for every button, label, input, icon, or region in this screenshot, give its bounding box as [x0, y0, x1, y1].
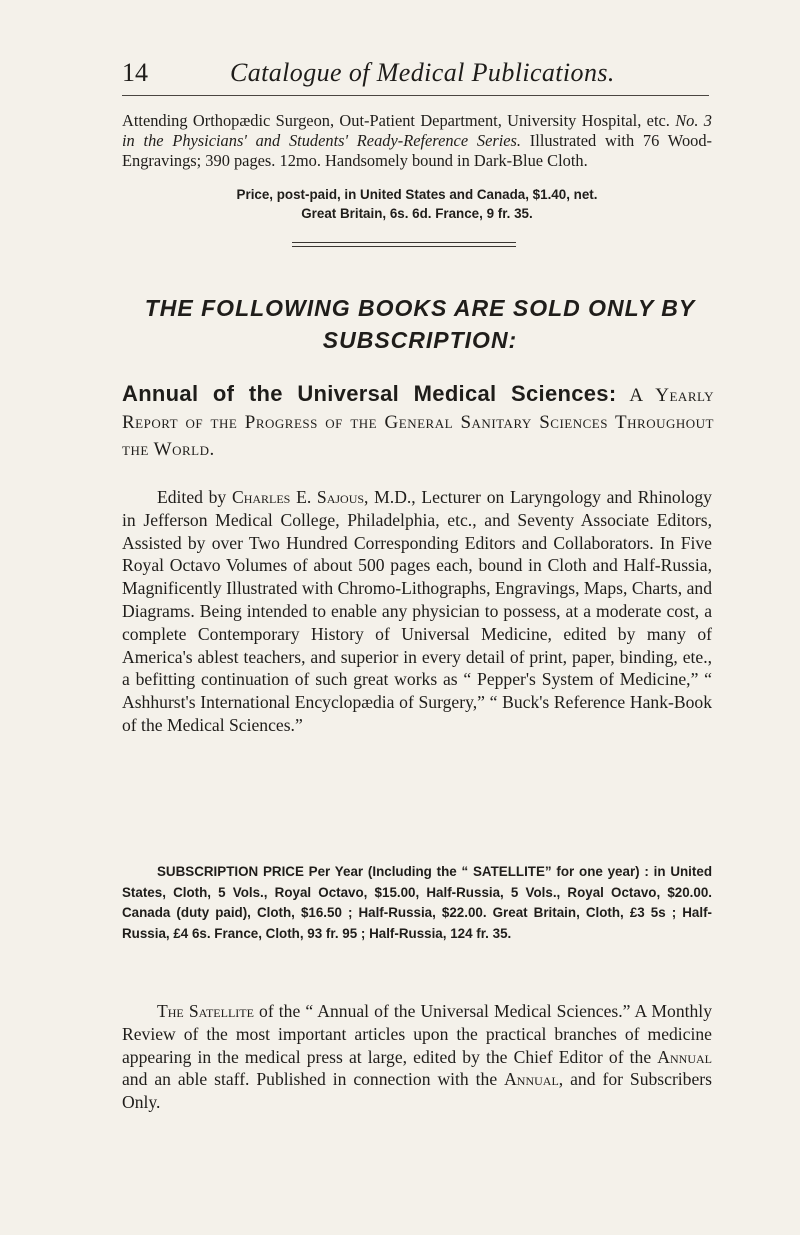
editor-name: Charles E. Sajous — [231, 487, 365, 507]
annual-entry-title — [122, 380, 714, 463]
annual-ref-1: Annual — [657, 1046, 712, 1067]
annual-title: Annual of the Universal Medical Sciences: — [122, 381, 617, 406]
continued-entry — [122, 111, 712, 171]
price-note-line-2: Great Britain, 6s. 6d. France, 9 fr. 35. — [301, 206, 533, 221]
series-title: No. 3 in the Physicians' and Students' Ready-Reference Series. — [122, 111, 712, 150]
satellite-name: The Satellite — [157, 1001, 254, 1021]
header-rule — [122, 95, 709, 96]
price-note-line-1: Price, post-paid, in United States and Canada, $1.40, net. — [236, 187, 598, 202]
satellite-text-1: of the “ Annual of the Universal Medical Sciences.” A Monthly Review of the most important articles upon the practical branches of medicine appearing in the medical press at large, edited by the Chief Editor of the — [122, 1001, 712, 1067]
satellite-text-3: , and for Subscribers Only. — [122, 1069, 712, 1113]
subscription-heading-line-2: SUBSCRIPTION: — [322, 327, 518, 353]
continued-text-2: Illustrated with 76 Wood-Engravings; 390 pages. 12mo. Handsomely bound in Dark-Blue Cloth. — [122, 131, 713, 170]
annual-ref-2: Annual — [504, 1069, 559, 1090]
annual-description-text: , M.D., Lecturer on Laryngology and Rhinology in Jefferson Medical College, Philadelphia, etc., and Seventy Associate Editors, Assisted by over Two Hundred Corresponding Editors and Collaborators. In Five Royal Octavo Volumes of about 500 pages each, bound in Cloth and Half-Russia, Magnificently Illustrated with Chromo-Lithographs, Engravings, Maps, Charts, and Diagrams. Being intended to enable any physician to possess, at a moderate cost, a complete Contemporary History of Universal Medicine, edited by many of America's ablest teachers, and superior in every detail of print, paper, binding, ete., a befitting continuation of such great works as “ Pepper's System of Medicine,” “ Ashhurst's International Encyclopædia of Surgery,” “ Buck's Reference Hank-Book of the Medical Sciences.” — [122, 487, 712, 735]
edited-by-label: Edited by — [157, 487, 227, 507]
subscription-heading-line-1: THE FOLLOWING BOOKS ARE SOLD ONLY BY — [144, 295, 696, 321]
continued-text-1: Attending Orthopædic Surgeon, Out-Patient Department, University Hospital, etc. — [122, 111, 676, 130]
annual-subtitle: A Yearly Report of the Progress of the General Sanitary Sciences Throughout the World. — [122, 385, 715, 460]
subscription-price: SUBSCRIPTION PRICE Per Year (Including the “ SATELLITE” for one year) : in United States, Cloth, 5 Vols., Royal Octavo, $15.00, Half-Russia, 5 Vols., Royal Octavo, $20.00. Canada (duty paid), Cloth, $16.50 ; Half-Russia, $22.00. Great Britain, Cloth, £3 5s ; Half-Russia, £4 6s. France, Cloth, 93 fr. 95 ; Half-Russia, 124 fr. 35. — [122, 864, 712, 941]
price-note — [122, 185, 712, 223]
page-number: 14 — [122, 58, 148, 87]
subscription-heading — [130, 292, 710, 356]
satellite-text-2: and an able staff. Published in connection with the — [122, 1069, 505, 1090]
satellite-entry — [122, 1000, 712, 1114]
running-head: Catalogue of Medical Publications. — [230, 58, 615, 87]
annual-description — [122, 486, 712, 737]
section-divider — [292, 242, 516, 247]
